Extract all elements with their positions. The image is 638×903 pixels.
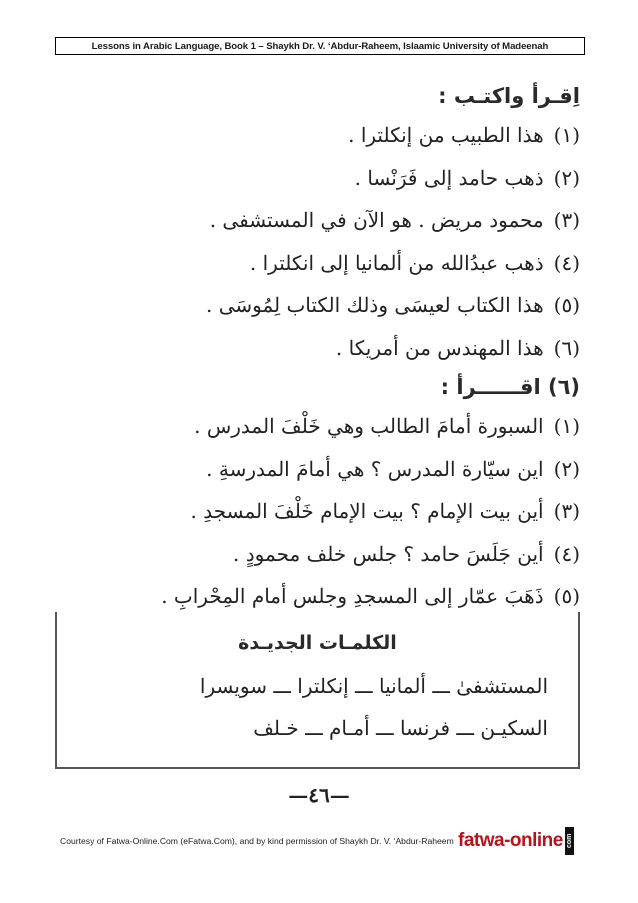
footer-courtesy: Courtesy of Fatwa-Online.Com (eFatwa.Com), and by kind permission of Shaykh Dr. V. ‘Abdur-Raheem xyxy=(60,836,454,846)
exercise-line xyxy=(140,327,580,370)
logo-text: fatwa-online xyxy=(458,830,563,851)
new-words-box xyxy=(55,612,580,769)
page-header xyxy=(55,37,585,55)
section-read-write-title: اِقـرأ واكتـب : xyxy=(438,84,580,108)
exercise-sentence: ذهب حامد إلى فَرَنْسا . xyxy=(354,165,544,190)
logo-suffix: com xyxy=(565,827,574,855)
fatwa-online-logo xyxy=(458,826,578,856)
exercise-sentence: اين سيّارة المدرس ؟ هي أمامَ المدرسةِ . xyxy=(206,456,544,481)
exercise-line xyxy=(140,114,580,157)
exercise-number: (٢) xyxy=(553,165,580,190)
header-text: Lessons in Arabic Language, Book 1 – Shaykh Dr. V. ‘Abdur-Raheem, Islaamic University of Madeenah xyxy=(91,40,549,52)
exercise-line xyxy=(140,284,580,327)
exercise-number: (٢) xyxy=(553,456,580,481)
exercise-number: (٣) xyxy=(553,499,580,523)
exercise-sentence: محمود مريض . هو الآن في المستشفى . xyxy=(209,208,544,232)
exercise-line xyxy=(140,242,580,285)
new-words-row-2: السكيـن ـــ فرنسا ـــ أمـام ـــ خـلف xyxy=(253,716,548,740)
exercise-line xyxy=(140,448,580,491)
exercise-sentence: هذا الطبيب من إنكلترا . xyxy=(348,123,544,147)
exercise-line xyxy=(140,199,580,242)
exercise-line xyxy=(140,157,580,200)
new-words-title: الكلمـات الجديـدة xyxy=(238,632,397,654)
exercise-line xyxy=(140,490,580,533)
section-read xyxy=(140,405,580,618)
section-read-write xyxy=(140,114,580,369)
exercise-sentence: أين جَلَسَ حامد ؟ جلس خلف محمودٍ . xyxy=(233,541,544,566)
page-number: —٤٦— xyxy=(288,783,350,807)
exercise-number: (١) xyxy=(553,123,580,147)
new-words-row-1: المستشفىٰ ـــ ألمانيا ـــ إنكلترا ـــ سويسرا xyxy=(199,674,548,698)
exercise-sentence: أين بيت الإمام ؟ بيت الإمام خَلْفَ المسجدِ . xyxy=(190,499,544,523)
exercise-number: (٥) xyxy=(553,584,580,608)
exercise-number: (٦) xyxy=(553,335,580,360)
exercise-number: (٤) xyxy=(553,541,580,566)
exercise-sentence: هذا المهندس من أمريكا . xyxy=(335,335,544,360)
exercise-number: (٤) xyxy=(553,250,580,275)
exercise-line xyxy=(140,533,580,576)
lesson-content xyxy=(140,78,580,618)
exercise-number: (١) xyxy=(553,414,580,438)
exercise-sentence: ذهب عبدُالله من ألمانيا إلى انكلترا . xyxy=(249,250,544,275)
section-read-title: (٦) اقــــــرأ : xyxy=(440,375,580,399)
exercise-number: (٣) xyxy=(553,208,580,232)
exercise-sentence: السبورة أمامَ الطالب وهي خَلْفَ المدرس . xyxy=(194,414,544,438)
exercise-sentence: ذَهَبَ عمّار إلى المسجدِ وجلس أمام المِحْرابِ . xyxy=(161,584,544,608)
exercise-number: (٥) xyxy=(553,293,580,317)
exercise-line xyxy=(140,405,580,448)
exercise-sentence: هذا الكتاب لعيسَى وذلك الكتاب لِمُوسَى . xyxy=(205,293,544,317)
